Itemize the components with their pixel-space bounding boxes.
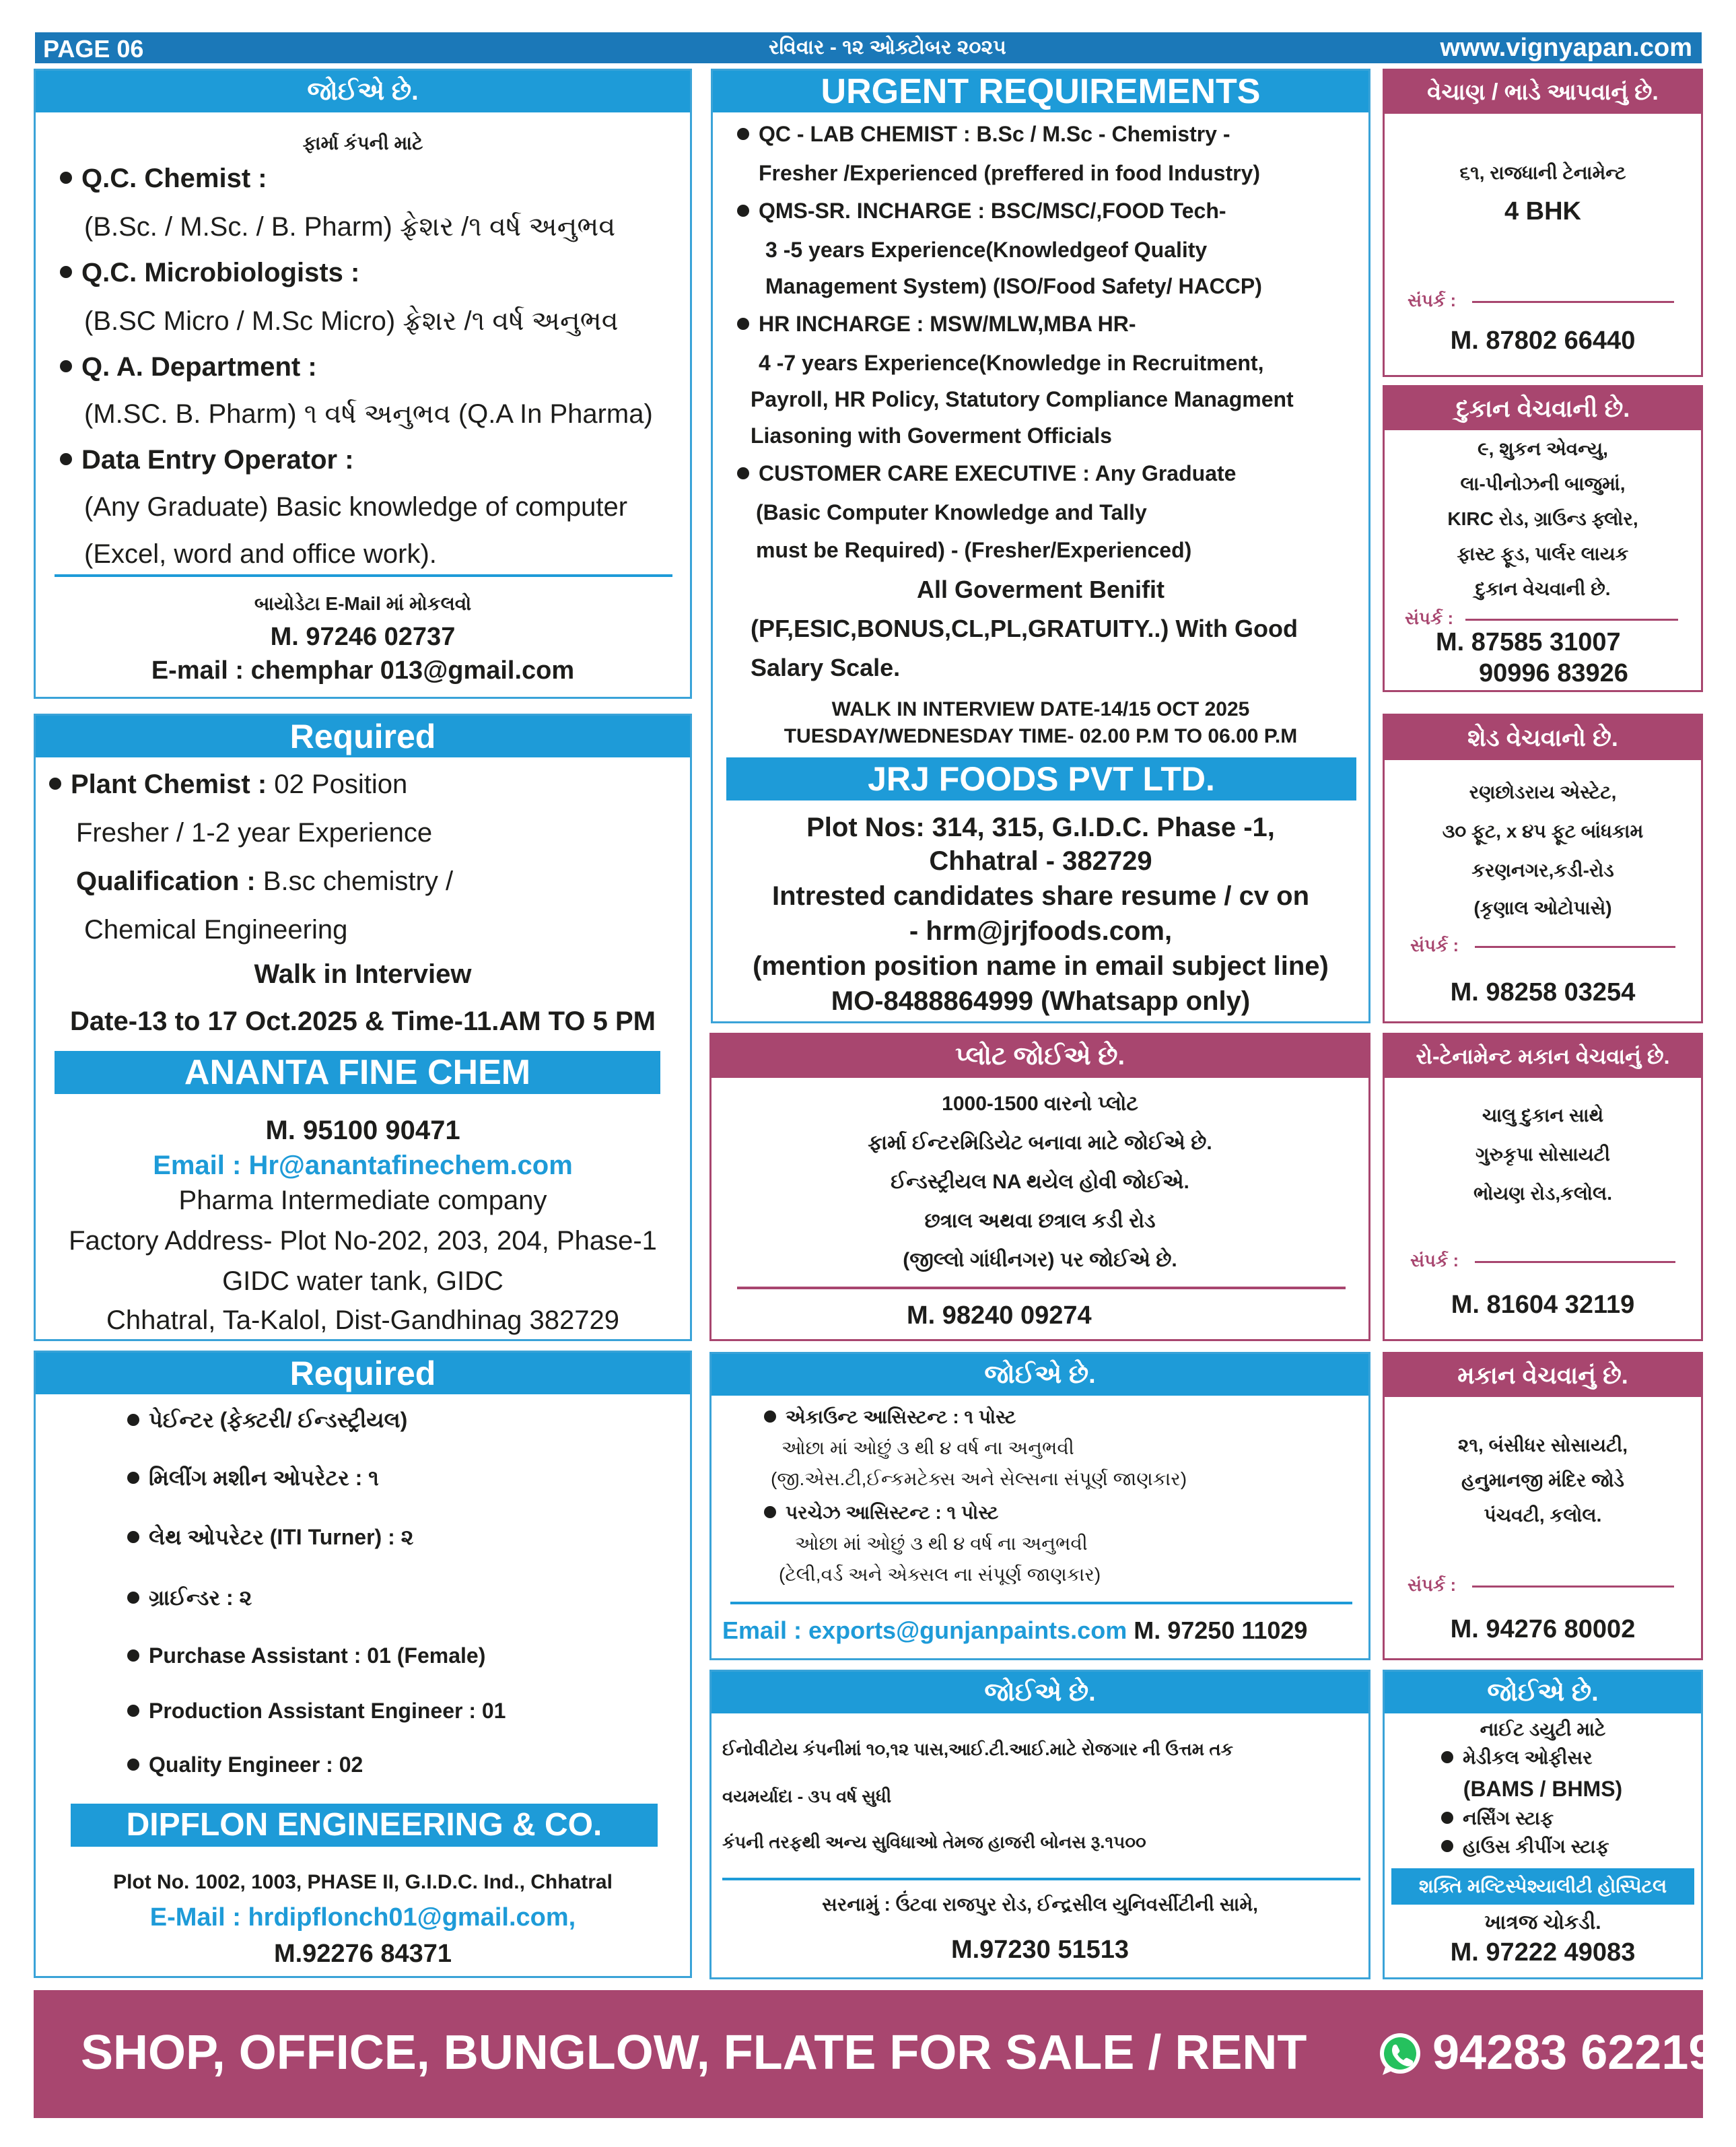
ad-line: દુકાન વેચવાની છે. bbox=[1475, 578, 1611, 599]
page-number: PAGE 06 bbox=[43, 35, 144, 63]
ad-title: જોઈએ છે. bbox=[711, 1354, 1368, 1396]
ad-line: છત્રાલ અથવા છત્રાલ કડી રોડ bbox=[924, 1210, 1156, 1232]
post-title: એકાઉન્ટ આસિસ્ટન્ટ : ૧ પોસ્ટ bbox=[764, 1406, 1016, 1429]
list-item: ગ્રાઈન્ડર : ૨ bbox=[127, 1586, 252, 1611]
ad-line: (કૃણાલ ઓટોપાસે) bbox=[1473, 897, 1612, 918]
contact-label: સંપર્ક : bbox=[1408, 290, 1457, 310]
ad-mobile: M. 98258 03254 bbox=[1450, 978, 1636, 1007]
ad-line: ભોયણ રોડ,કલોલ. bbox=[1473, 1183, 1613, 1204]
ad-line: હનુમાનજી મંદિર જોડે bbox=[1461, 1470, 1625, 1491]
benefit-line: (PF,ESIC,BONUS,CL,PL,GRATUITY..) With Good bbox=[751, 615, 1298, 642]
ad-line: (જીલ્લો ગાંધીનગર) પર જોઈએ છે. bbox=[903, 1249, 1177, 1271]
ad-line: ૨૧, બંસીધર સોસાયટી, bbox=[1457, 1435, 1628, 1456]
ad-line: ૯, શુકન એવન્યુ, bbox=[1478, 438, 1608, 459]
job-title: Q. A. Department : bbox=[60, 352, 317, 382]
job-title: Q.C. Chemist : bbox=[60, 164, 267, 194]
share-line: Intrested candidates share resume / cv on bbox=[771, 881, 1310, 911]
ad-mobile: 90996 83926 bbox=[1479, 659, 1628, 687]
ad-title: વેચાણ / ભાડે આપવાનું છે. bbox=[1385, 71, 1701, 114]
walkin-text: Walk in Interview bbox=[254, 959, 472, 989]
interview-date: Date-13 to 17 Oct.2025 & Time-11.AM TO 5 PM bbox=[70, 1007, 656, 1036]
divider bbox=[1475, 946, 1675, 948]
req-line: 3 -5 years Experience(Knowledgeof Quality bbox=[765, 238, 1208, 262]
ad-subtitle: ફાર્મા કંપની માટે bbox=[302, 133, 423, 154]
company-type: Pharma Intermediate company bbox=[178, 1186, 547, 1215]
company-name: ANANTA FINE CHEM bbox=[55, 1051, 660, 1094]
req-line: QMS-SR. INCHARGE : BSC/MSC/,FOOD Tech- bbox=[737, 199, 1226, 224]
req-line: HR INCHARGE : MSW/MLW,MBA HR- bbox=[737, 312, 1136, 337]
ad-title: જોઈએ છે. bbox=[1385, 1672, 1701, 1713]
page-header bbox=[35, 32, 1702, 63]
ad-email[interactable]: E-mail : chemphar 013@gmail.com bbox=[151, 656, 575, 685]
ad-dipflon bbox=[34, 1351, 692, 1978]
ad-mobile: M. 87802 66440 bbox=[1450, 327, 1636, 355]
ad-innovative bbox=[709, 1670, 1370, 1979]
address-line: Chhatral - 382729 bbox=[929, 846, 1152, 876]
whatsapp-icon bbox=[1376, 2031, 1424, 2079]
ad-mobile: MO-8488864999 (Whatsapp only) bbox=[831, 986, 1251, 1016]
ad-line: 4 BHK bbox=[1504, 197, 1582, 226]
ad-mobile: M. 95100 90471 bbox=[265, 1116, 460, 1145]
benefit-line: All Goverment Benifit bbox=[916, 576, 1165, 603]
footer-phone[interactable]: 94283 62219 bbox=[1432, 2026, 1716, 2080]
ad-note: બાયોડેટા E-Mail માં મોકલવો bbox=[254, 593, 472, 614]
ad-mobile: M. 87585 31007 bbox=[1436, 628, 1621, 656]
walkin-line: TUESDAY/WEDNESDAY TIME- 02.00 P.M TO 06.00 P.M bbox=[784, 725, 1298, 747]
ad-title: પ્લોટ જોઈએ છે. bbox=[711, 1035, 1368, 1078]
post-detail: (ટેલી,વર્ડ અને એક્સલ ના સંપૂર્ણ જાણકાર) bbox=[779, 1564, 1101, 1585]
ad-line: પંચવટી, કલોલ. bbox=[1484, 1505, 1602, 1526]
ad-line: Chemical Engineering bbox=[84, 915, 348, 945]
company-name: JRJ FOODS PVT LTD. bbox=[726, 757, 1356, 800]
job-title: Q.C. Microbiologists : bbox=[60, 258, 359, 288]
ad-line: ખાત્રજ ચોકડી. bbox=[1484, 1911, 1601, 1934]
ad-mobile: M. 94276 80002 bbox=[1450, 1615, 1636, 1643]
job-detail: (B.SC Micro / M.Sc Micro) ફ્રેશર /૧ વર્ષ અનુભવ bbox=[84, 306, 619, 336]
ad-hospital-jobs bbox=[1383, 1670, 1703, 1979]
ad-line: Qualification : B.sc chemistry / bbox=[76, 866, 454, 896]
divider bbox=[1475, 1261, 1675, 1263]
ad-line: ફાસ્ટ ફૂડ, પાર્લર લાયક bbox=[1457, 543, 1629, 564]
list-item: નર્સિંગ સ્ટાફ bbox=[1441, 1808, 1554, 1830]
list-item: પેઈન્ટર (ફેક્ટરી/ ઈન્ડસ્ટ્રીયલ) bbox=[127, 1408, 407, 1433]
job-detail: (Any Graduate) Basic knowledge of computer bbox=[84, 492, 628, 522]
list-item: Quality Engineer : 02 bbox=[127, 1752, 363, 1777]
post-detail: ઓછા માં ઓછું ૩ થી ૪ વર્ષ ના અનુભવી bbox=[782, 1437, 1074, 1458]
divider bbox=[722, 1878, 1360, 1880]
ad-title: દુકાન વેચવાની છે. bbox=[1385, 387, 1701, 430]
address-line: Chhatral, Ta-Kalol, Dist-Gandhinag 382729 bbox=[106, 1305, 619, 1335]
ad-title: Required bbox=[36, 716, 690, 757]
benefit-line: Salary Scale. bbox=[751, 654, 901, 681]
ad-pharma-jobs bbox=[34, 69, 692, 699]
ad-mobile: M. 97246 02737 bbox=[270, 623, 456, 651]
ad-line: Plant Chemist : 02 Position bbox=[49, 770, 407, 800]
ad-gunjan-paints bbox=[709, 1352, 1370, 1660]
ad-line: (BAMS / BHMS) bbox=[1463, 1777, 1623, 1801]
contact-label: સંપર્ક : bbox=[1410, 935, 1459, 955]
ad-line: KIRC રોડ, ગ્રાઉન્ડ ફ્લોર, bbox=[1447, 508, 1638, 529]
ad-contact bbox=[722, 1616, 1307, 1645]
address-line: Plot Nos: 314, 315, G.I.D.C. Phase -1, bbox=[806, 813, 1275, 842]
ad-title: રો-ટેનામેન્ટ મકાન વેચવાનું છે. bbox=[1385, 1035, 1701, 1078]
ad-plot-wanted bbox=[709, 1033, 1370, 1341]
ad-shed-sale bbox=[1383, 714, 1703, 1023]
ad-line: ૩૦ ફૂટ, x ૪૫ ફૂટ બાંધકામ bbox=[1442, 821, 1644, 842]
job-detail: (M.SC. B. Pharm) ૧ વર્ષ અનુભવ (Q.A In Pharma) bbox=[84, 399, 653, 429]
ad-line: લા-પીનોઝની બાજુમાં, bbox=[1460, 473, 1626, 494]
ad-line: કંપની તરફથી અન્ય સુવિધાઓ તેમજ હાજરી બોનસ રૂ.૧૫૦૦ bbox=[722, 1832, 1146, 1852]
job-title: Data Entry Operator : bbox=[60, 445, 354, 475]
ad-mobile: M. 81604 32119 bbox=[1451, 1291, 1635, 1319]
post-detail: ઓછા માં ઓછું ૩ થી ૪ વર્ષ ના અનુભવી bbox=[795, 1533, 1088, 1554]
address-line: GIDC water tank, GIDC bbox=[222, 1266, 504, 1296]
address-line: Factory Address- Plot No-202, 203, 204, Phase-1 bbox=[69, 1226, 657, 1256]
ad-mobile: M.92276 84371 bbox=[273, 1940, 452, 1968]
company-name: DIPFLON ENGINEERING & CO. bbox=[71, 1804, 658, 1847]
ad-rowhouse-sale bbox=[1383, 1033, 1703, 1341]
ad-ananta bbox=[34, 714, 692, 1341]
list-item: મેડીકલ ઓફીસર bbox=[1441, 1747, 1593, 1769]
ad-line: કરણનગર,કડી-રોડ bbox=[1471, 860, 1614, 881]
ad-title: મકાન વેચવાનું છે. bbox=[1385, 1354, 1701, 1397]
footer-text: SHOP, OFFICE, BUNGLOW, FLATE FOR SALE / RENT bbox=[81, 2026, 1307, 2080]
ad-mobile: M. 98240 09274 bbox=[907, 1301, 1092, 1330]
walkin-line: WALK IN INTERVIEW DATE-14/15 OCT 2025 bbox=[831, 698, 1250, 720]
ad-house-sale bbox=[1383, 1352, 1703, 1660]
contact-label: સંપર્ક : bbox=[1405, 608, 1454, 628]
list-item: લેથ ઓપરેટર (ITI Turner) : ૨ bbox=[127, 1525, 413, 1550]
req-line: QC - LAB CHEMIST : B.Sc / M.Sc - Chemistry - bbox=[737, 122, 1230, 147]
divider bbox=[1472, 1586, 1674, 1588]
ad-jrj-foods bbox=[711, 69, 1370, 1023]
ad-line: વયમર્યાદા - ૩૫ વર્ષ સુધી bbox=[722, 1786, 892, 1806]
ad-email[interactable]: Email : exports@gunjanpaints.com bbox=[722, 1616, 1127, 1644]
ad-title: શેડ વેચવાનો છે. bbox=[1385, 716, 1701, 760]
list-item: Purchase Assistant : 01 (Female) bbox=[127, 1643, 485, 1668]
ad-line: 1000-1500 વારનો પ્લોટ bbox=[942, 1093, 1138, 1115]
contact-label: સંપર્ક : bbox=[1410, 1250, 1459, 1270]
job-detail: (B.Sc. / M.Sc. / B. Pharm) ફ્રેશર /૧ વર્ષ અનુભવ bbox=[84, 212, 616, 242]
list-item: હાઉસ કીપીંગ સ્ટાફ bbox=[1441, 1836, 1609, 1858]
req-line: Liasoning with Goverment Officials bbox=[751, 423, 1112, 448]
ad-line: નાઈટ ડયુટી માટે bbox=[1480, 1719, 1606, 1740]
ad-line: ૬૧, રાજધાની ટેનામેન્ટ bbox=[1459, 162, 1626, 183]
footer-banner bbox=[34, 1990, 1716, 2118]
ad-line: ઈન્ડસ્ટ્રીયલ NA થયેલ હોવી જોઈએ. bbox=[891, 1171, 1189, 1193]
website-link[interactable]: www.vignyapan.com bbox=[1440, 34, 1692, 62]
ad-title: Required bbox=[36, 1353, 690, 1394]
ad-mobile: M. 97250 11029 bbox=[1134, 1616, 1308, 1644]
ad-line: ચાલુ દુકાન સાથે bbox=[1482, 1105, 1604, 1126]
list-item: મિલીંગ મશીન ઓપરેટર : ૧ bbox=[127, 1466, 379, 1491]
divider bbox=[1465, 619, 1678, 621]
post-detail: (જી.એસ.ટી,ઈન્કમટેક્સ અને સેલ્સના સંપૂર્ણ જાણકાર) bbox=[771, 1468, 1187, 1489]
post-title: પરચેઝ આસિસ્ટન્ટ : ૧ પોસ્ટ bbox=[764, 1502, 998, 1524]
req-line: Payroll, HR Policy, Statutory Compliance Managment bbox=[751, 387, 1294, 411]
req-line: (Basic Computer Knowledge and Tally bbox=[756, 500, 1147, 524]
req-line: 4 -7 years Experience(Knowledge in Recruitment, bbox=[759, 351, 1264, 375]
divider bbox=[737, 1287, 1346, 1289]
divider bbox=[730, 1602, 1352, 1604]
req-line: must be Required) - (Fresher/Experienced) bbox=[756, 538, 1192, 562]
ad-title: URGENT REQUIREMENTS bbox=[713, 71, 1368, 112]
ad-4bhk-sale-rent bbox=[1383, 69, 1703, 377]
divider bbox=[55, 574, 672, 577]
ad-line: રણછોડરાય એસ્ટેટ, bbox=[1469, 782, 1617, 803]
req-line: Management System) (ISO/Food Safety/ HACCP) bbox=[765, 274, 1262, 298]
ad-line: ફાર્મા ઈન્ટરમિડિયેટ બનાવા માટે જોઈએ છે. bbox=[868, 1132, 1212, 1154]
ad-mobile: M.97230 51513 bbox=[950, 1936, 1130, 1964]
share-line: (mention position name in email subject line) bbox=[753, 951, 1329, 981]
contact-label: સંપર્ક : bbox=[1408, 1575, 1457, 1595]
ad-mobile: M. 97222 49083 bbox=[1450, 1938, 1636, 1967]
issue-date: રવિવાર - ૧૨ ઓક્ટોબર ૨૦૨૫ bbox=[769, 36, 1006, 59]
ad-line: ગુરુકૃપા સોસાયટી bbox=[1475, 1144, 1610, 1165]
ad-email[interactable]: - hrm@jrjfoods.com, bbox=[909, 916, 1173, 946]
req-line: CUSTOMER CARE EXECUTIVE : Any Graduate bbox=[737, 461, 1236, 486]
ad-shop-sale bbox=[1383, 385, 1703, 692]
job-detail: (Excel, word and office work). bbox=[84, 539, 437, 569]
address-line: સરનામું : ઉંટવા રાજપુર રોડ, ઈન્દ્રસીલ યુનિવર્સીટીની સામે, bbox=[822, 1894, 1258, 1915]
ad-title: જોઈએ છે. bbox=[711, 1672, 1368, 1713]
hospital-name: શક્તિ મલ્ટિસ્પેશ્યાલીટી હોસ્પિટલ bbox=[1391, 1868, 1694, 1905]
ad-email[interactable]: Email : Hr@anantafinechem.com bbox=[153, 1151, 573, 1180]
ad-line: ઈનોવીટોય કંપનીમાં ૧૦,૧૨ પાસ,આઈ.ટી.આઈ.માટે રોજગાર ની ઉત્તમ તક bbox=[722, 1739, 1233, 1759]
ad-line: Fresher / 1-2 year Experience bbox=[76, 818, 433, 848]
ad-email[interactable]: E-Mail : hrdipflonch01@gmail.com, bbox=[149, 1903, 576, 1932]
list-item: Production Assistant Engineer : 01 bbox=[127, 1699, 506, 1724]
ad-title: જોઈએ છે. bbox=[36, 71, 690, 112]
address-line: Plot No. 1002, 1003, PHASE II, G.I.D.C. Ind., Chhatral bbox=[113, 1871, 613, 1893]
req-line: Fresher /Experienced (preffered in food Industry) bbox=[759, 161, 1261, 185]
divider bbox=[1472, 301, 1674, 303]
